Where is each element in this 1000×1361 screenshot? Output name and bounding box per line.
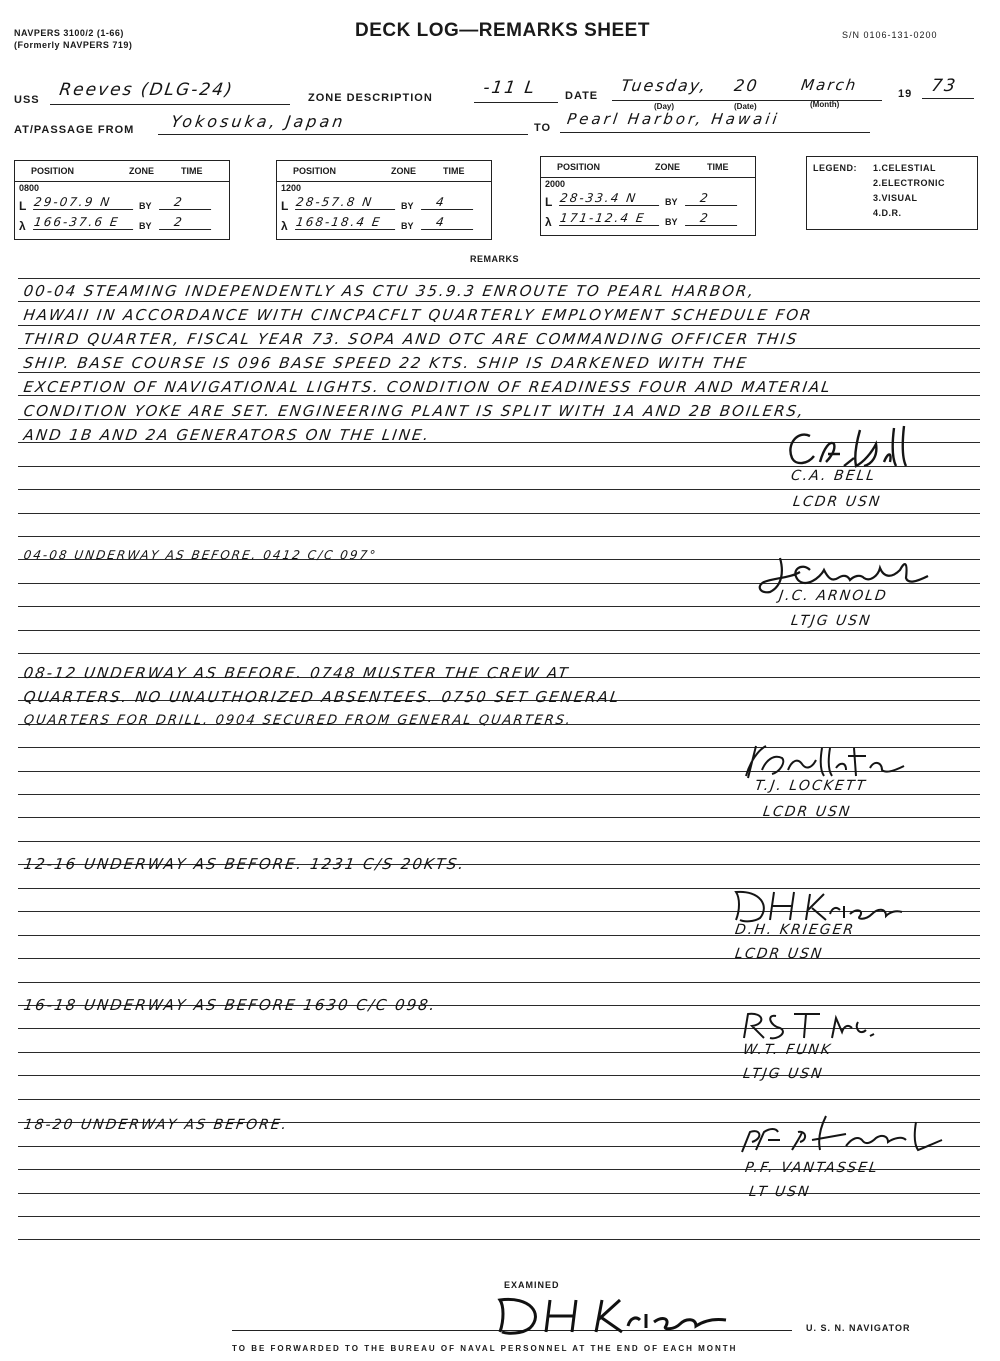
forwarding-note: TO BE FORWARDED TO THE BUREAU OF NAVAL PERSONNEL AT THE END OF EACH MONTH [232, 1344, 738, 1353]
form-formerly: (Formerly NAVPERS 719) [14, 40, 133, 50]
signer-rank-arnold: LTJG USN [790, 613, 873, 629]
entry-00-04-line-3: THIRD QUARTER, FISCAL YEAR 73. SOPA AND OTC ARE COMMANDING OFFICER THIS [22, 330, 800, 348]
signature-funk [736, 1008, 886, 1042]
signer-name-bell: C.A. BELL [790, 468, 878, 484]
month-value: March [800, 76, 859, 94]
ruled-line [18, 1052, 980, 1053]
lat-zone: 2 [685, 191, 739, 206]
lat-prefix: L [19, 199, 27, 213]
navigator-label: U. S. N. NAVIGATOR [806, 1323, 911, 1333]
entry-16-18-line-1: 16-18 UNDERWAY AS BEFORE 1630 C/C 098. [22, 996, 438, 1014]
position-time: 0800 [19, 183, 40, 193]
examined-label: EXAMINED [504, 1280, 560, 1290]
longitude: 171-12.4 E [559, 211, 661, 226]
lon-prefix: λ [281, 219, 288, 233]
ruled-line [18, 982, 980, 983]
position-time: 2000 [545, 179, 566, 189]
latitude: 28-33.4 N [559, 191, 661, 206]
lon-prefix: λ [545, 215, 552, 229]
signature-navigator [490, 1292, 750, 1338]
lon-zone: 4 [421, 215, 475, 230]
position-box-1200 [276, 160, 492, 240]
by-label: BY [139, 221, 152, 231]
by-label: BY [665, 197, 678, 207]
page-title: DECK LOG—REMARKS SHEET [355, 20, 650, 41]
ruled-line [18, 653, 980, 654]
ruled-line [18, 1239, 980, 1240]
entry-12-16-line-1: 12-16 UNDERWAY AS BEFORE. 1231 C/S 20KTS. [22, 855, 467, 873]
ruled-line [18, 841, 980, 842]
position-time: 1200 [281, 183, 302, 193]
entry-00-04-line-6: CONDITION YOKE ARE SET. ENGINEERING PLANT IS SPLIT WITH 1A AND 2B BOILERS, [22, 402, 807, 420]
lat-zone: 4 [421, 195, 475, 210]
ship-name: Reeves (DLG-24) [58, 80, 236, 100]
ship-underline [50, 100, 290, 105]
zone-header: ZONE [129, 166, 155, 176]
position-box-2000 [540, 156, 756, 236]
signer-rank-funk: LTJG USN [742, 1066, 825, 1082]
latitude: 29-07.9 N [33, 195, 135, 210]
year-value: 73 [930, 76, 959, 96]
position-header: POSITION [293, 166, 337, 176]
longitude: 166-37.6 E [33, 215, 135, 230]
uss-label: USS [14, 94, 40, 106]
time-header: TIME [181, 166, 203, 176]
lat-zone: 2 [159, 195, 213, 210]
zone-value: -11 L [482, 78, 538, 98]
passage-label: AT/PASSAGE FROM [14, 124, 135, 136]
legend-box [806, 156, 978, 230]
entry-18-20-line-1: 18-20 UNDERWAY AS BEFORE. [22, 1117, 290, 1133]
position-box-0800 [14, 160, 230, 240]
position-box-header [277, 161, 491, 182]
entry-08-12-line-1: 08-12 UNDERWAY AS BEFORE. 0748 MUSTER THE CREW AT [22, 664, 571, 682]
to-value: Pearl Harbor, Hawaii [566, 110, 782, 128]
ruled-line [18, 513, 980, 514]
zone-underline [474, 98, 558, 103]
remarks-heading: REMARKS [470, 254, 520, 264]
signer-rank-bell: LCDR USN [792, 494, 883, 510]
entry-00-04-line-1: 00-04 STEAMING INDEPENDENTLY AS CTU 35.9.3 ENROUTE TO PEARL HARBOR, [22, 282, 757, 300]
form-number: NAVPERS 3100/2 (1-66) [14, 28, 124, 38]
month-caption: (Month) [810, 100, 840, 109]
position-header: POSITION [31, 166, 75, 176]
zone-label: ZONE DESCRIPTION [308, 92, 433, 104]
entry-00-04-line-2: HAWAII IN ACCORDANCE WITH CINCPACFLT QUARTERLY EMPLOYMENT SCHEDULE FOR [22, 306, 814, 324]
signature-krieger [730, 886, 910, 926]
signer-name-krieger: D.H. KRIEGER [734, 922, 857, 938]
signer-name-lockett: T.J. LOCKETT [754, 778, 868, 794]
ruled-line [18, 1075, 980, 1076]
position-header: POSITION [557, 162, 601, 172]
date-underline [612, 96, 882, 101]
latitude: 28-57.8 N [295, 195, 397, 210]
legend-item-celestial: 1.CELESTIAL [873, 163, 937, 173]
lon-zone: 2 [685, 211, 739, 226]
legend-item-dr: 4.D.R. [873, 208, 902, 218]
stock-number: S/N 0106-131-0200 [842, 30, 938, 40]
ruled-line [18, 630, 980, 631]
ruled-line [18, 794, 980, 795]
time-header: TIME [443, 166, 465, 176]
signer-name-funk: W.T. FUNK [742, 1042, 834, 1058]
legend-item-visual: 3.VISUAL [873, 193, 918, 203]
ruled-line [18, 489, 980, 490]
zone-header: ZONE [655, 162, 681, 172]
zone-header: ZONE [391, 166, 417, 176]
entry-08-12-line-3: QUARTERS FOR DRILL. 0904 SECURED FROM GENERAL QUARTERS. [22, 713, 574, 728]
signer-name-arnold: J.C. ARNOLD [778, 588, 889, 604]
lon-zone: 2 [159, 215, 213, 230]
signer-rank-lockett: LCDR USN [762, 804, 853, 820]
ruled-line [18, 958, 980, 959]
ruled-line [18, 536, 980, 537]
ruled-line [18, 1193, 980, 1194]
date-value: 20 [733, 76, 761, 95]
year-prefix: 19 [898, 88, 913, 100]
position-box-header [541, 157, 755, 178]
position-box-header [15, 161, 229, 182]
entry-08-12-line-2: QUARTERS. NO UNAUTHORIZED ABSENTEES. 0750 SET GENERAL [22, 688, 622, 706]
longitude: 168-18.4 E [295, 215, 397, 230]
ruled-line [18, 1099, 980, 1100]
by-label: BY [665, 217, 678, 227]
signer-rank-vantassel: LT USN [748, 1184, 812, 1200]
lat-prefix: L [281, 199, 289, 213]
by-label: BY [401, 221, 414, 231]
ruled-line [18, 606, 980, 607]
ruled-line [18, 1216, 980, 1217]
to-label: TO [534, 122, 552, 134]
legend-item-electronic: 2.ELECTRONIC [873, 178, 946, 188]
entry-00-04-line-5: EXCEPTION OF NAVIGATIONAL LIGHTS. CONDITION OF READINESS FOUR AND MATERIAL [22, 378, 833, 396]
entry-04-08-line-1: 04-08 UNDERWAY AS BEFORE. 0412 C/C 097° [22, 548, 379, 562]
signature-bell [780, 422, 940, 472]
by-label: BY [139, 201, 152, 211]
signer-name-vantassel: P.F. VANTASSEL [744, 1160, 880, 1176]
legend-label: LEGEND: [813, 163, 857, 173]
signature-vantassel [736, 1110, 956, 1158]
entry-00-04-line-7: AND 1B AND 2A GENERATORS ON THE LINE. [22, 426, 432, 444]
date-label: DATE [565, 90, 599, 102]
lat-prefix: L [545, 195, 553, 209]
to-underline [560, 128, 870, 133]
day-value: Tuesday, [620, 76, 709, 95]
entry-00-04-line-4: SHIP. BASE COURSE IS 096 BASE SPEED 22 KTS. SHIP IS DARKENED WITH THE [22, 354, 750, 372]
from-value: Yokosuka, Japan [170, 112, 347, 131]
by-label: BY [401, 201, 414, 211]
date-caption: (Date) [734, 102, 757, 111]
lon-prefix: λ [19, 219, 26, 233]
day-caption: (Day) [654, 102, 675, 111]
time-header: TIME [707, 162, 729, 172]
signer-rank-krieger: LCDR USN [734, 946, 825, 962]
